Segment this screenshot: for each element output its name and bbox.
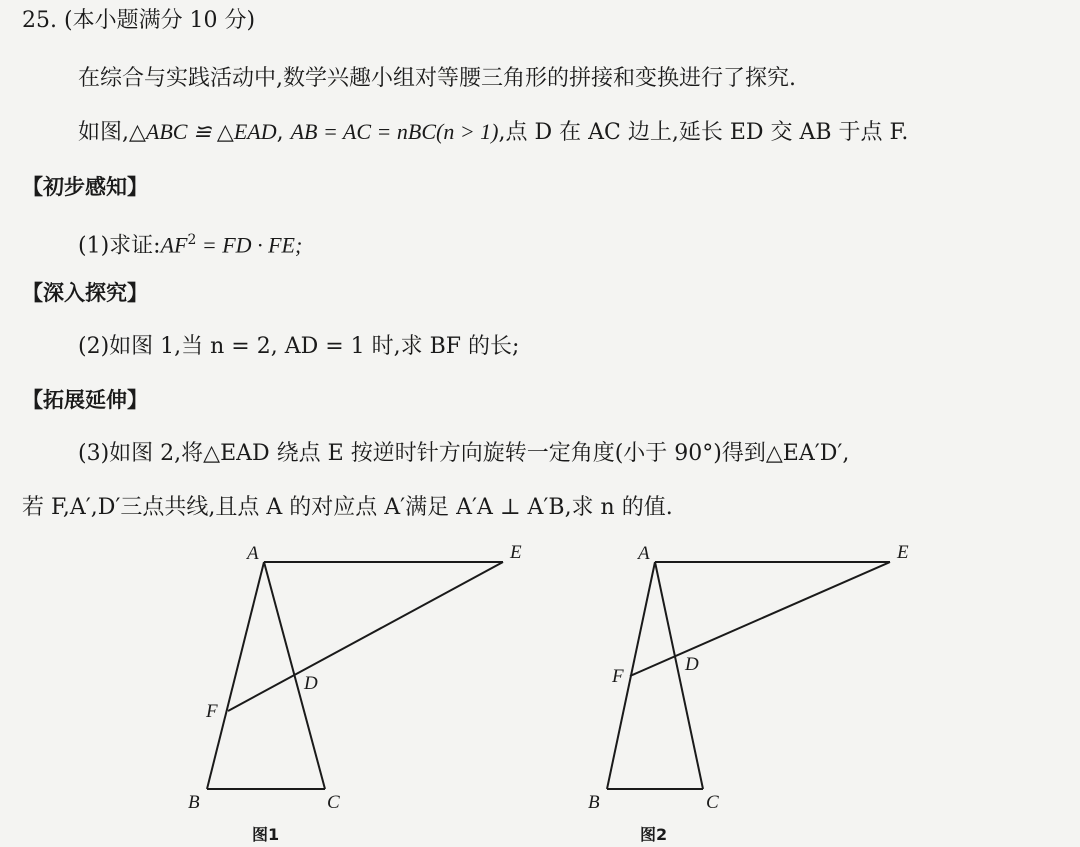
section-heading-1: 【初步感知】 (22, 175, 148, 199)
problem-intro: 在综合与实践活动中,数学兴趣小组对等腰三角形的拼接和变换进行了探究. (78, 66, 796, 91)
fig2-label-a: A (638, 543, 650, 564)
section-heading-2: 【深入探究】 (22, 281, 148, 305)
fig2-caption: 图2 (640, 825, 668, 844)
givens-extend: 延长 ED 交 AB 于点 F. (678, 120, 909, 145)
fig1-label-f: F (206, 701, 218, 722)
q1-formula-a: AF (160, 232, 188, 258)
problem-givens: 如图,△ABC ≌ △EAD, AB = AC = nBC(n > 1),点 D 在 AC 边上,延长 ED 交 AB 于点 F. (78, 119, 909, 145)
question-3-line-2: 若 F,A′,D′三点共线,且点 A 的对应点 A′满足 A′A ⊥ A′B,求 n 的值. (22, 495, 673, 520)
q1-formula-sup: 2 (187, 232, 197, 248)
fig2-label-b: B (588, 792, 600, 813)
fig2-seg-ac (655, 562, 703, 789)
section-heading-3: 【拓展延伸】 (22, 388, 148, 412)
fig2-label-e: E (897, 542, 909, 563)
givens-equation: AB = AC = nBC(n > 1) (290, 119, 499, 144)
q1-prefix: (1)求证: (78, 233, 161, 259)
fig2-label-c: C (706, 792, 719, 813)
problem-header: 25. (本小题满分 10 分) (22, 8, 256, 33)
givens-congruence: △ABC ≌ △EAD (129, 119, 277, 144)
givens-d-on: ,点 D 在 AC 边上, (498, 120, 679, 145)
givens-prefix: 如图, (78, 120, 129, 145)
fig1-label-a: A (247, 543, 259, 564)
fig1-caption: 图1 (252, 825, 280, 844)
fig1-label-d: D (304, 673, 318, 694)
fig1-label-b: B (188, 792, 200, 813)
fig1-label-e: E (510, 542, 522, 563)
q1-formula-b: = FD · FE; (196, 232, 303, 258)
fig2-seg-ef (630, 562, 890, 676)
fig2-label-f: F (612, 666, 624, 687)
fig2-label-d: D (685, 654, 699, 675)
fig1-label-c: C (327, 792, 340, 813)
fig1-seg-ab (207, 562, 264, 789)
question-3-line-1: (3)如图 2,将△EAD 绕点 E 按逆时针方向旋转一定角度(小于 90°)得到△EA′D′, (78, 441, 850, 466)
question-2: (2)如图 1,当 n = 2, AD = 1 时,求 BF 的长; (78, 334, 520, 359)
